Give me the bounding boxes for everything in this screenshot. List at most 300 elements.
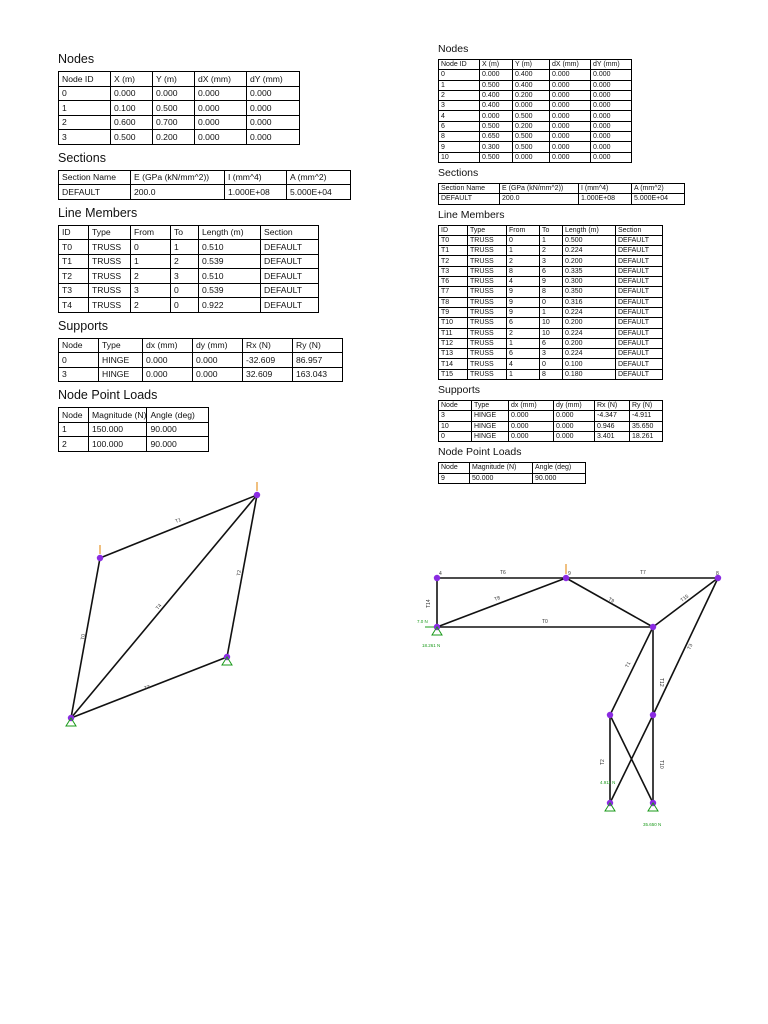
table-cell: 0.000	[513, 152, 550, 162]
table-cell: 1	[540, 235, 563, 245]
table-cell: 90.000	[147, 422, 209, 437]
reaction-label: 35.650 N	[643, 822, 662, 827]
column-header: From	[507, 225, 540, 235]
column-header: Angle (deg)	[533, 463, 586, 473]
table-cell: 0.200	[153, 130, 195, 145]
table-cell: 100.000	[89, 437, 147, 452]
column-header: Length (m)	[563, 225, 616, 235]
table-cell: 0.000	[550, 101, 591, 111]
table-cell: 0.200	[563, 256, 616, 266]
table-cell: T10	[439, 318, 468, 328]
column-header: Type	[99, 338, 143, 353]
table-cell: 0.200	[513, 90, 550, 100]
table-cell: 0.650	[480, 132, 513, 142]
table-cell: DEFAULT	[616, 287, 663, 297]
column-header: Section Name	[59, 170, 131, 185]
table-cell: 0.500	[111, 130, 153, 145]
table-cell: T14	[439, 359, 468, 369]
table-cell: DEFAULT	[616, 349, 663, 359]
table-cell: 8	[507, 266, 540, 276]
table-cell: 2	[507, 328, 540, 338]
table-cell: 0	[540, 359, 563, 369]
table-cell: 0.000	[509, 431, 554, 441]
supports-heading: Supports	[58, 318, 109, 333]
table-cell: T4	[59, 298, 89, 313]
table-cell: 0.000	[195, 86, 247, 101]
table-cell: 1	[171, 240, 199, 255]
table-cell: 0.000	[509, 411, 554, 421]
members-heading: Line Members	[438, 208, 505, 221]
table-cell: T8	[439, 297, 468, 307]
table-cell: 90.000	[533, 473, 586, 483]
table-cell: 1.000E+08	[225, 185, 287, 200]
member-t15	[653, 578, 718, 627]
table-cell: DEFAULT	[261, 298, 319, 313]
column-header: Node	[439, 463, 470, 473]
table-cell: TRUSS	[468, 328, 507, 338]
table-cell: 2	[507, 256, 540, 266]
table-cell: 0.000	[591, 132, 632, 142]
table-cell: DEFAULT	[439, 194, 500, 204]
table-cell: DEFAULT	[59, 185, 131, 200]
table-cell: 0.000	[195, 115, 247, 130]
nodes-heading: Nodes	[438, 43, 469, 55]
table-cell: HINGE	[99, 367, 143, 382]
table-cell: 0.000	[591, 90, 632, 100]
member-label: T4	[154, 602, 164, 612]
table-cell: 3	[439, 101, 480, 111]
table-cell: 0.000	[550, 80, 591, 90]
table-cell: 9	[507, 287, 540, 297]
table-cell: TRUSS	[89, 298, 131, 313]
table-cell: 0.500	[480, 121, 513, 131]
table-cell: TRUSS	[468, 287, 507, 297]
column-header: To	[171, 225, 199, 240]
column-header: Magnitude (N)	[89, 408, 147, 423]
table-cell: 0.000	[554, 431, 595, 441]
table-cell: DEFAULT	[616, 328, 663, 338]
table-cell: DEFAULT	[616, 297, 663, 307]
table-cell: 5.000E+04	[632, 194, 685, 204]
table-cell: 6	[507, 318, 540, 328]
table-cell: DEFAULT	[616, 277, 663, 287]
table-cell: 50.000	[470, 473, 533, 483]
node-2	[607, 712, 613, 718]
table-cell: 0.000	[591, 80, 632, 90]
table-cell: 0.224	[563, 328, 616, 338]
table-cell: DEFAULT	[261, 240, 319, 255]
table-cell: 0.000	[247, 101, 300, 116]
column-header: To	[540, 225, 563, 235]
table-cell: 9	[540, 277, 563, 287]
table-cell: HINGE	[472, 431, 509, 441]
table-cell: 150.000	[89, 422, 147, 437]
table-cell: 6	[507, 349, 540, 359]
table-cell: 0.000	[591, 121, 632, 131]
sections-heading: Sections	[438, 166, 479, 179]
table-cell: 1	[59, 422, 89, 437]
table-cell: 0.335	[563, 266, 616, 276]
table-cell: 2	[131, 298, 171, 313]
member-label: T3	[143, 684, 152, 692]
table-cell: 0.510	[199, 240, 261, 255]
column-header: Rx (N)	[595, 401, 630, 411]
node-label: 4	[439, 571, 442, 577]
table-cell: T0	[439, 235, 468, 245]
column-header: Ry (N)	[293, 338, 343, 353]
table-cell: 1.000E+08	[579, 194, 632, 204]
table-cell: 0.000	[480, 111, 513, 121]
column-header: Section	[261, 225, 319, 240]
member-label: T8	[493, 595, 502, 603]
loads-heading: Node Point Loads	[58, 388, 158, 402]
node-6	[650, 712, 656, 718]
column-header: A (mm^2)	[287, 170, 351, 185]
table-cell: 2	[59, 437, 89, 452]
table-cell: 0	[171, 298, 199, 313]
table-cell: 0.000	[550, 142, 591, 152]
table-cell: 0.000	[591, 152, 632, 162]
table-cell: 0.500	[513, 132, 550, 142]
table-cell: 0.000	[509, 421, 554, 431]
table-cell: 6	[439, 121, 480, 131]
table-cell: 3	[540, 256, 563, 266]
column-header: A (mm^2)	[632, 183, 685, 193]
table-cell: 0.000	[111, 86, 153, 101]
column-header: Type	[468, 225, 507, 235]
table-cell: HINGE	[472, 411, 509, 421]
table-cell: TRUSS	[468, 277, 507, 287]
table-cell: 10	[439, 152, 480, 162]
table-cell: TRUSS	[89, 240, 131, 255]
table-cell: 0.350	[563, 287, 616, 297]
column-header: dy (mm)	[193, 338, 243, 353]
table-cell: 0.000	[143, 367, 193, 382]
column-header: Y (m)	[513, 60, 550, 70]
table-cell: DEFAULT	[616, 307, 663, 317]
table-cell: 9	[439, 473, 470, 483]
reaction-label: 18.261 N	[422, 643, 441, 648]
table-cell: 2	[439, 90, 480, 100]
member-t1	[610, 627, 653, 715]
member-label: T1	[624, 660, 633, 669]
table-cell: 0.500	[513, 111, 550, 121]
table-cell: 0.700	[153, 115, 195, 130]
table-cell: 0.000	[480, 70, 513, 80]
table-cell: 2	[540, 246, 563, 256]
table-cell: TRUSS	[468, 246, 507, 256]
table-cell: -4.911	[630, 411, 663, 421]
table-cell: DEFAULT	[616, 338, 663, 348]
table-cell: 0	[439, 70, 480, 80]
table-cell: 0.300	[480, 142, 513, 152]
table-cell: TRUSS	[468, 235, 507, 245]
table-cell: 0	[540, 297, 563, 307]
table-cell: TRUSS	[468, 318, 507, 328]
table-cell: 0.400	[480, 90, 513, 100]
column-header: ID	[439, 225, 468, 235]
table-cell: 0.000	[550, 132, 591, 142]
table-cell: 0	[171, 283, 199, 298]
table-cell: TRUSS	[89, 269, 131, 284]
table-cell: 3	[439, 411, 472, 421]
table-cell: 3	[171, 269, 199, 284]
table-cell: T15	[439, 369, 468, 379]
table-cell: 0.000	[550, 152, 591, 162]
table-cell: T1	[439, 246, 468, 256]
table-cell: 35.650	[630, 421, 663, 431]
table-cell: 200.0	[500, 194, 579, 204]
table-cell: TRUSS	[89, 283, 131, 298]
table-cell: 90.000	[147, 437, 209, 452]
table-cell: 6	[540, 338, 563, 348]
table-cell: T11	[439, 328, 468, 338]
table-cell: 1	[507, 338, 540, 348]
table-cell: 0.000	[247, 86, 300, 101]
member-label: T14	[426, 599, 432, 608]
column-header: Type	[472, 401, 509, 411]
column-header: dx (mm)	[509, 401, 554, 411]
table-cell: 0.000	[550, 111, 591, 121]
sections-heading: Sections	[58, 150, 106, 165]
table-cell: 0.500	[480, 80, 513, 90]
column-header: Ry (N)	[630, 401, 663, 411]
loads-heading: Node Point Loads	[438, 446, 522, 459]
table-cell: T6	[439, 277, 468, 287]
table-cell: 6	[540, 266, 563, 276]
member-label: T2	[236, 569, 243, 577]
table-cell: 0.500	[480, 152, 513, 162]
column-header: E (GPa (kN/mm^2))	[131, 170, 225, 185]
table-cell: 9	[507, 297, 540, 307]
table-cell: 0.000	[591, 111, 632, 121]
table-cell: 4	[507, 277, 540, 287]
member-label: T10	[658, 760, 664, 769]
table-cell: DEFAULT	[616, 318, 663, 328]
table-cell: 0.000	[193, 353, 243, 368]
table-cell: 3	[131, 283, 171, 298]
table-cell: TRUSS	[468, 297, 507, 307]
table-cell: 86.957	[293, 353, 343, 368]
column-header: Magnitude (N)	[470, 463, 533, 473]
table-cell: TRUSS	[468, 369, 507, 379]
table-cell: 1	[59, 101, 111, 116]
member-label: T7	[640, 570, 646, 576]
nodes-heading: Nodes	[58, 52, 95, 66]
table-cell: 0.000	[550, 90, 591, 100]
table-cell: 10	[540, 328, 563, 338]
column-header: Node	[59, 408, 89, 423]
column-header: Node	[439, 401, 472, 411]
table-cell: 1	[507, 246, 540, 256]
column-header: Section	[616, 225, 663, 235]
table-cell: 3	[540, 349, 563, 359]
table-cell: 0.180	[563, 369, 616, 379]
table-cell: T3	[59, 283, 89, 298]
table-cell: 3	[59, 367, 99, 382]
column-header: Length (m)	[199, 225, 261, 240]
table-cell: 0.200	[563, 338, 616, 348]
table-cell: 18.261	[630, 431, 663, 441]
table-cell: 0.224	[563, 307, 616, 317]
table-cell: 3	[59, 130, 111, 145]
member-label: T9	[607, 596, 616, 605]
table-cell: 0.000	[193, 367, 243, 382]
table-cell: TRUSS	[468, 338, 507, 348]
table-cell: 3.401	[595, 431, 630, 441]
table-cell: 0	[131, 240, 171, 255]
table-cell: 0.000	[554, 411, 595, 421]
table-cell: 9	[439, 142, 480, 152]
table-cell: DEFAULT	[616, 369, 663, 379]
table-cell: DEFAULT	[616, 266, 663, 276]
column-header: Node	[59, 338, 99, 353]
member-label: T0	[80, 633, 87, 641]
table-cell: 0.000	[550, 70, 591, 80]
table-cell: 0.000	[554, 421, 595, 431]
table-cell: 2	[59, 115, 111, 130]
table-cell: 0	[59, 86, 111, 101]
table-cell: DEFAULT	[261, 254, 319, 269]
column-header: X (m)	[480, 60, 513, 70]
table-cell: 0.000	[195, 101, 247, 116]
column-header: dx (mm)	[143, 338, 193, 353]
table-cell: 0	[507, 235, 540, 245]
table-cell: 1	[507, 369, 540, 379]
column-header: Y (m)	[153, 72, 195, 87]
column-header: Angle (deg)	[147, 408, 209, 423]
table-cell: 0.500	[513, 142, 550, 152]
member-label: T15	[679, 593, 691, 604]
table-cell: TRUSS	[468, 266, 507, 276]
table-cell: 0.000	[247, 130, 300, 145]
column-header: dY (mm)	[591, 60, 632, 70]
table-cell: HINGE	[99, 353, 143, 368]
table-cell: T1	[59, 254, 89, 269]
table-cell: T13	[439, 349, 468, 359]
table-cell: DEFAULT	[261, 269, 319, 284]
column-header: dX (mm)	[195, 72, 247, 87]
table-cell: TRUSS	[468, 349, 507, 359]
table-cell: T12	[439, 338, 468, 348]
supports-heading: Supports	[438, 384, 481, 397]
column-header: E (GPa (kN/mm^2))	[500, 183, 579, 193]
member-label: T3	[686, 642, 695, 651]
table-cell: 0.100	[111, 101, 153, 116]
table-cell: 0.100	[563, 359, 616, 369]
members-heading: Line Members	[58, 205, 138, 220]
table-cell: 0.224	[563, 349, 616, 359]
table-cell: 0.400	[480, 101, 513, 111]
table-cell: -32.609	[243, 353, 293, 368]
table-cell: -4.347	[595, 411, 630, 421]
table-cell: 1	[439, 80, 480, 90]
table-cell: 0.300	[563, 277, 616, 287]
table-cell: 0.000	[591, 70, 632, 80]
table-cell: 0.000	[195, 130, 247, 145]
member-label: T6	[500, 570, 506, 576]
table-cell: 1	[131, 254, 171, 269]
table-cell: 2	[131, 269, 171, 284]
table-cell: 0.000	[247, 115, 300, 130]
table-cell: 0.224	[563, 246, 616, 256]
table-cell: 0.922	[199, 298, 261, 313]
table-cell: HINGE	[472, 421, 509, 431]
node-label: 9	[568, 571, 571, 577]
table-cell: 8	[540, 287, 563, 297]
column-header: dX (mm)	[550, 60, 591, 70]
table-cell: TRUSS	[89, 254, 131, 269]
table-cell: 8	[439, 132, 480, 142]
table-cell: 0.200	[563, 318, 616, 328]
table-cell: 9	[507, 307, 540, 317]
table-cell: 8	[540, 369, 563, 379]
table-cell: 10	[540, 318, 563, 328]
table-cell: 0.200	[513, 121, 550, 131]
column-header: Section Name	[439, 183, 500, 193]
node-1	[650, 624, 656, 630]
reaction-label: 7.0 N	[417, 619, 428, 624]
column-header: Node ID	[59, 72, 111, 87]
table-cell: 0.000	[591, 142, 632, 152]
table-cell: 0	[59, 353, 99, 368]
node-label: 8	[716, 571, 719, 577]
table-cell: 0.500	[563, 235, 616, 245]
column-header: Node ID	[439, 60, 480, 70]
table-cell: 1	[540, 307, 563, 317]
table-cell: 0.539	[199, 254, 261, 269]
table-cell: 0.400	[513, 80, 550, 90]
column-header: From	[131, 225, 171, 240]
member-label: T1	[174, 517, 183, 525]
table-cell: 4	[439, 111, 480, 121]
table-cell: TRUSS	[468, 359, 507, 369]
member-label: T0	[542, 619, 548, 625]
column-header: X (m)	[111, 72, 153, 87]
table-cell: 0.000	[513, 101, 550, 111]
table-cell: 32.609	[243, 367, 293, 382]
table-cell: 0.510	[199, 269, 261, 284]
member-label: T2	[600, 759, 606, 765]
table-cell: 0.600	[111, 115, 153, 130]
column-header: dy (mm)	[554, 401, 595, 411]
column-header: Rx (N)	[243, 338, 293, 353]
column-header: dY (mm)	[247, 72, 300, 87]
table-cell: DEFAULT	[616, 359, 663, 369]
table-cell: 0.316	[563, 297, 616, 307]
table-cell: T7	[439, 287, 468, 297]
table-cell: 163.043	[293, 367, 343, 382]
table-cell: 0.400	[513, 70, 550, 80]
table-cell: DEFAULT	[616, 235, 663, 245]
column-header: I (mm^4)	[225, 170, 287, 185]
table-cell: 0.000	[550, 121, 591, 131]
table-cell: T3	[439, 266, 468, 276]
table-cell: T2	[59, 269, 89, 284]
table-cell: 0.500	[153, 101, 195, 116]
table-cell: 4	[507, 359, 540, 369]
member-label: T12	[658, 678, 664, 687]
table-cell: 0.000	[591, 101, 632, 111]
table-cell: T0	[59, 240, 89, 255]
table-cell: TRUSS	[468, 307, 507, 317]
table-cell: DEFAULT	[261, 283, 319, 298]
table-cell: T9	[439, 307, 468, 317]
table-cell: T2	[439, 256, 468, 266]
table-cell: TRUSS	[468, 256, 507, 266]
table-cell: 0.000	[143, 353, 193, 368]
table-cell: 10	[439, 421, 472, 431]
